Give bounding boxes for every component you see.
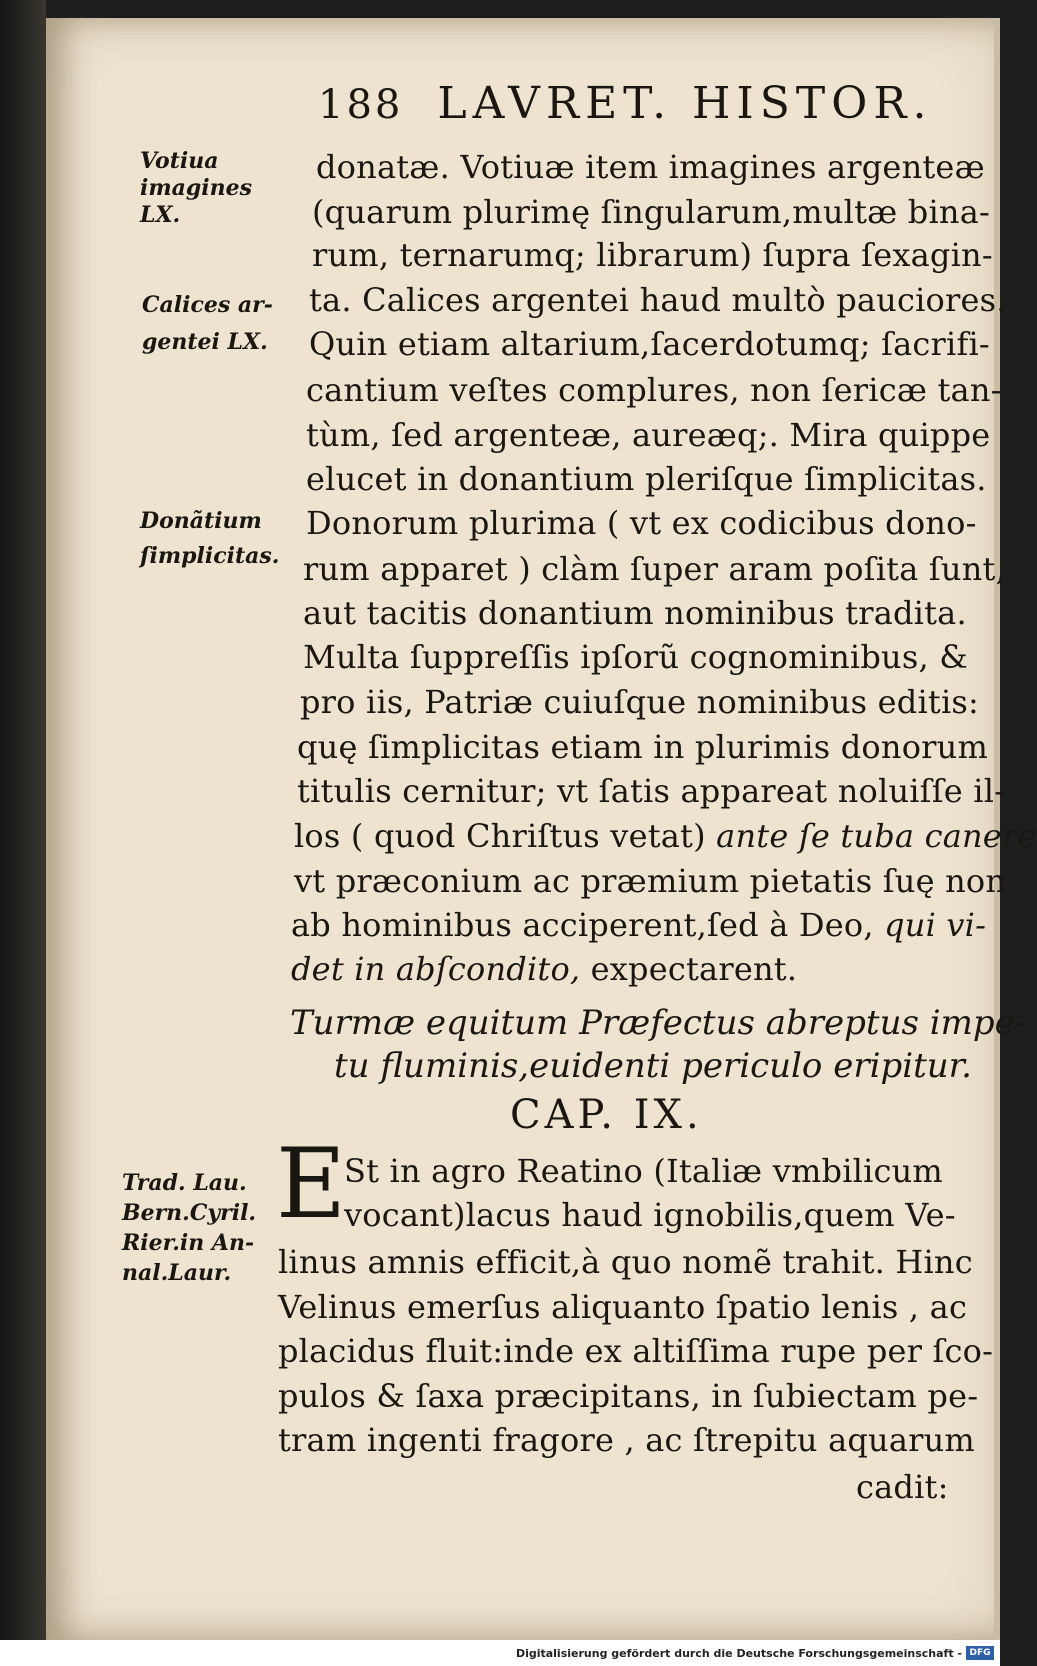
chapter-label: CAP. IX. <box>510 1092 703 1138</box>
margin-note-line: Calices ar- <box>142 292 273 318</box>
margin-note-donantium <box>140 508 279 570</box>
running-header <box>318 78 932 129</box>
body-line: Donorum plurima ( vt ex codicibus dono- <box>306 504 977 542</box>
margin-note-line: imagines <box>140 175 253 201</box>
margin-note-line: nal.Laur. <box>122 1260 232 1286</box>
chapter-line: vocant)lacus haud ignobilis,quem Ve- <box>344 1196 956 1234</box>
body-line: (quarum plurimę ſingularum,multæ bina- <box>312 193 991 231</box>
body-line: Multa ſuppreſſis ipſorũ cognominibus, & <box>303 638 968 676</box>
body-line: donatæ. Votiuæ item imagines argenteæ <box>316 148 985 186</box>
body-text-italic: det in abſcondito, <box>291 950 581 988</box>
body-line <box>291 950 797 988</box>
body-line <box>291 906 986 944</box>
body-line <box>294 817 1037 855</box>
body-line: tùm, ſed argenteæ, aureæq;. Mira quippe <box>306 416 991 454</box>
digitization-credit: Digitalisierung gefördert durch die Deutsche Forschungsgemeinschaft - <box>515 1647 962 1660</box>
margin-note-line: gentei LX. <box>142 329 268 355</box>
body-text-run: ab hominibus acciperent,ſed à Deo, <box>291 906 874 944</box>
chapter-line: cadit: <box>856 1468 949 1506</box>
body-line: aut tacitis donantium nominibus tradita. <box>303 594 967 632</box>
dfg-logo: DFG <box>966 1646 994 1660</box>
body-line: cantium veſtes complures, non ſericæ tan- <box>306 371 1002 409</box>
body-line: quę ſimplicitas etiam in plurimis donorum <box>297 728 989 766</box>
body-line: elucet in donantium pleriſque ſimplicitas. <box>306 460 987 498</box>
margin-note-votiua <box>140 148 252 229</box>
chapter-line: pulos & ſaxa præcipitans, in ſubiectam pe- <box>278 1377 979 1415</box>
chapter-line: placidus fluit:inde ex altiſſima rupe per ſco- <box>278 1332 994 1370</box>
body-line: rum, ternarumq; librarum) ſupra ſexagin- <box>312 236 993 274</box>
margin-note-calices <box>142 292 273 356</box>
body-line: titulis cernitur; vt ſatis appareat noluiſſe il- <box>297 772 1006 810</box>
section-heading-line: tu fluminis,euidenti periculo eripitur. <box>334 1046 972 1086</box>
body-line: rum apparet ) clàm ſuper aram poſita ſunt, <box>303 550 1006 588</box>
body-line: pro iis, Patriæ cuiuſque nominibus editis: <box>300 683 980 721</box>
chapter-line: St in agro Reatino (Italiæ vmbilicum <box>344 1152 943 1190</box>
margin-note-line: ſimplicitas. <box>140 543 280 569</box>
margin-note-line: Trad. Lau. <box>122 1170 247 1196</box>
body-text-run: expectarent. <box>580 950 798 988</box>
body-line: vt præconium ac præmium pietatis ſuę non <box>294 862 1007 900</box>
chapter-line: tram ingenti fragore , ac ſtrepitu aquarum <box>278 1421 975 1459</box>
page-number: 188 <box>318 82 404 128</box>
margin-note-line: Donãtium <box>140 508 262 534</box>
margin-note-line: Votiua <box>140 148 219 174</box>
margin-note-line: Rier.in An- <box>122 1230 255 1256</box>
running-title: LAVRET. HISTOR. <box>437 78 933 129</box>
body-text-italic: qui vi- <box>873 906 987 944</box>
section-heading-line: Turmæ equitum Præfectus abreptus impe- <box>290 1003 1027 1043</box>
chapter-line: Velinus emerſus aliquanto ſpatio lenis , ac <box>278 1288 968 1326</box>
chapter-line: linus amnis efficit,à quo nomẽ trahit. Hinc <box>278 1243 973 1281</box>
body-text-run: los ( quod Chriſtus vetat) <box>294 817 706 855</box>
drop-cap: E <box>276 1128 347 1240</box>
margin-note-line: Bern.Cyril. <box>122 1200 257 1226</box>
body-text-italic: ante ſe tuba canere <box>705 817 1037 855</box>
book-spine <box>0 0 46 1640</box>
margin-note-line: LX. <box>140 202 181 228</box>
body-line: ta. Calices argentei haud multò pauciores. <box>309 281 1007 319</box>
body-line: Quin etiam altarium,ſacerdotumq; ſacrifi- <box>309 325 990 363</box>
margin-note-tradition <box>122 1168 256 1288</box>
